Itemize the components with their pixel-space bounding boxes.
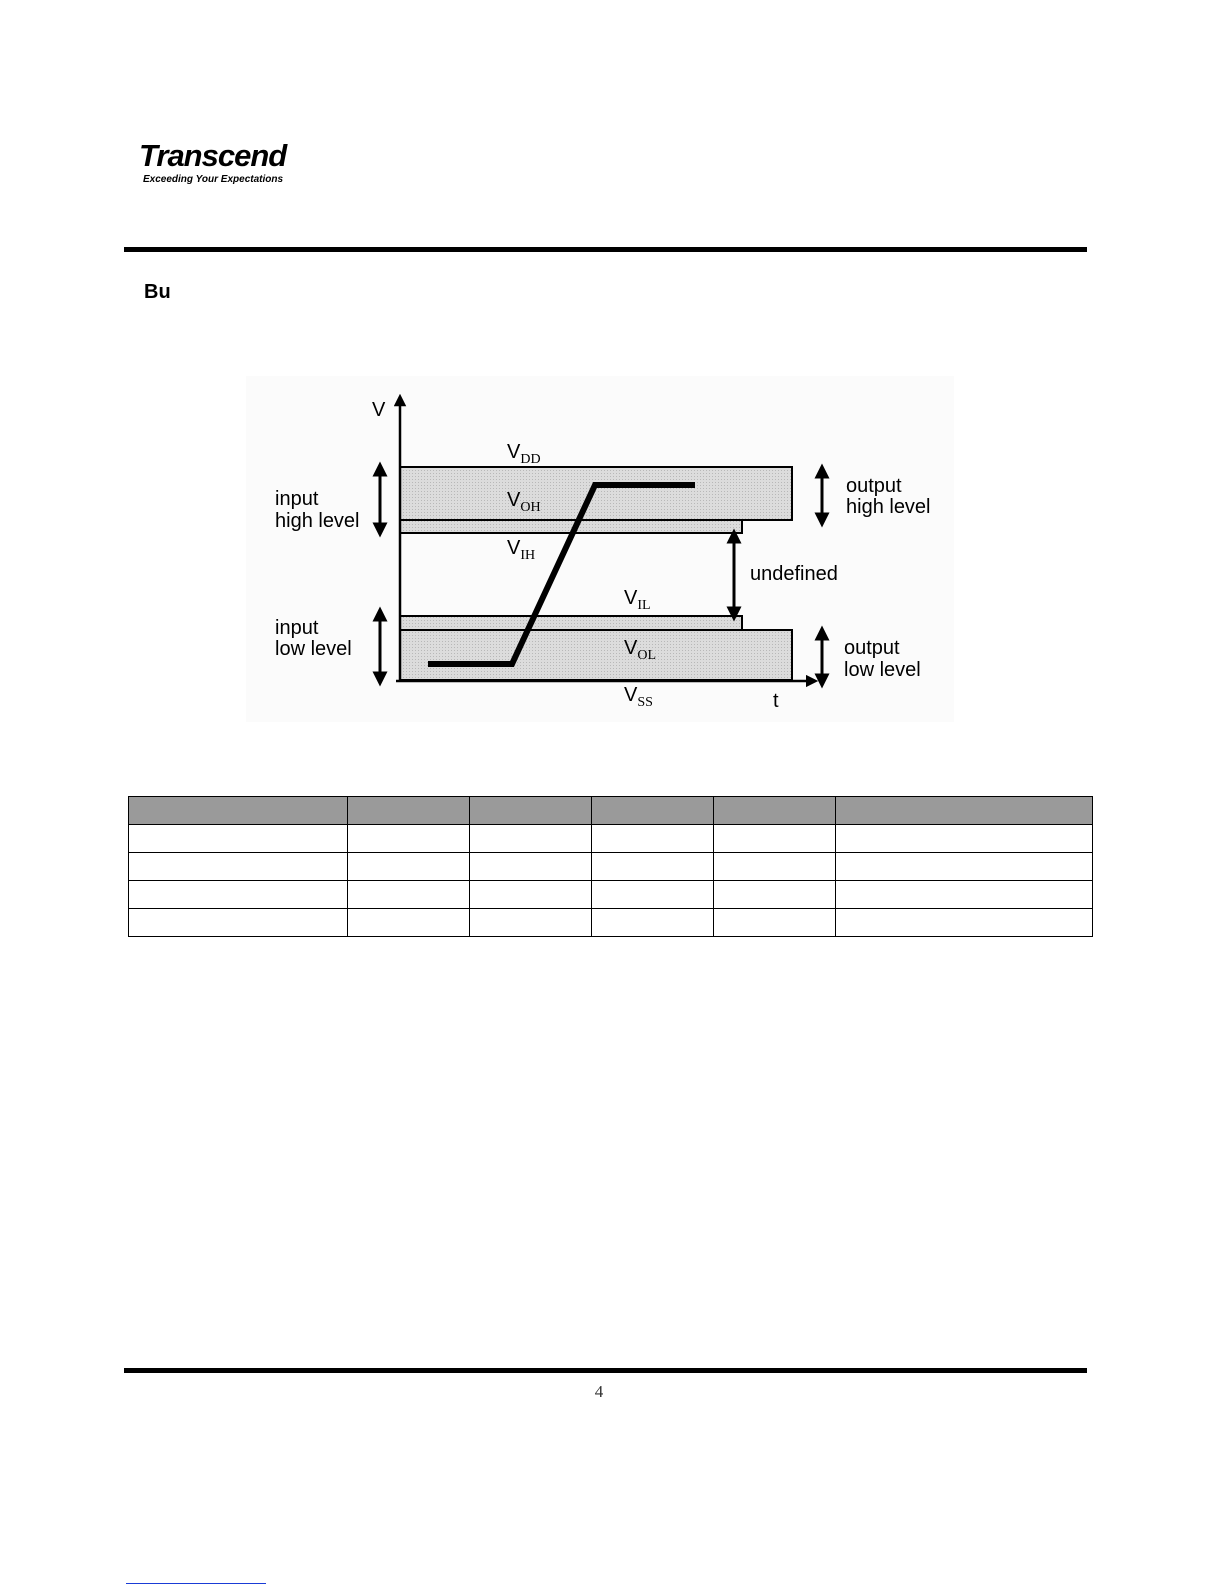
input-low-label-line2: low level bbox=[275, 638, 352, 660]
table-cell bbox=[129, 825, 348, 853]
spec-table bbox=[128, 796, 1093, 937]
table-cell bbox=[348, 881, 470, 909]
output-low-label-line1: output bbox=[844, 637, 900, 659]
table-cell bbox=[129, 881, 348, 909]
table-row bbox=[129, 825, 1093, 853]
output-low-label-line2: low level bbox=[844, 659, 921, 681]
table-cell bbox=[348, 909, 470, 937]
table-cell bbox=[714, 853, 836, 881]
vil-label: $V_{IL}$ bbox=[624, 587, 651, 613]
table-row bbox=[129, 909, 1093, 937]
table-cell bbox=[592, 909, 714, 937]
table-cell bbox=[129, 853, 348, 881]
voh-band bbox=[400, 467, 792, 520]
header-cell bbox=[348, 797, 470, 825]
table-cell bbox=[129, 909, 348, 937]
table-cell bbox=[714, 825, 836, 853]
header-cell bbox=[592, 797, 714, 825]
input-low-label-line1: input bbox=[275, 617, 319, 639]
brand-tagline: Exceeding Your Expectations bbox=[143, 174, 284, 185]
t-axis-label: t bbox=[773, 690, 779, 712]
vol-band bbox=[400, 630, 792, 680]
vdd-label: $V_{DD}$ bbox=[507, 441, 541, 467]
table-cell bbox=[348, 825, 470, 853]
table-cell bbox=[470, 909, 592, 937]
table-cell bbox=[592, 881, 714, 909]
table-cell bbox=[836, 825, 1093, 853]
table-cell bbox=[836, 909, 1093, 937]
output-high-label-line2: high level bbox=[846, 496, 931, 518]
undefined-label: undefined bbox=[750, 563, 838, 585]
header-cell bbox=[714, 797, 836, 825]
header-cell bbox=[836, 797, 1093, 825]
vol-label: $V_{OL}$ bbox=[624, 637, 657, 663]
table-cell bbox=[714, 909, 836, 937]
table-header-row bbox=[129, 797, 1093, 825]
table-cell bbox=[592, 853, 714, 881]
table-cell bbox=[470, 853, 592, 881]
brand-name: Transcend bbox=[139, 138, 287, 173]
output-high-label-line1: output bbox=[846, 475, 902, 497]
input-high-label-line2: high level bbox=[275, 510, 360, 532]
table-cell bbox=[714, 881, 836, 909]
table-row bbox=[129, 853, 1093, 881]
vih-label: $V_{IH}$ bbox=[507, 537, 536, 563]
logic-level-diagram bbox=[246, 376, 954, 722]
header-cell bbox=[470, 797, 592, 825]
input-high-label-line1: input bbox=[275, 488, 319, 510]
voh-label: $V_{OH}$ bbox=[507, 489, 541, 515]
footer-rule bbox=[124, 1368, 1087, 1373]
page-number: 4 bbox=[594, 1382, 604, 1401]
table-row bbox=[129, 881, 1093, 909]
section-heading: Bu bbox=[144, 281, 171, 303]
table-cell bbox=[470, 881, 592, 909]
v-axis-label: V bbox=[372, 399, 386, 421]
table-cell bbox=[470, 825, 592, 853]
header-cell bbox=[129, 797, 348, 825]
table-cell bbox=[348, 853, 470, 881]
header-rule bbox=[124, 247, 1087, 252]
table-cell bbox=[836, 853, 1093, 881]
transcend-logo bbox=[139, 138, 286, 186]
table-cell bbox=[836, 881, 1093, 909]
footnote-link-underline bbox=[126, 1583, 266, 1584]
vss-label: $V_{SS}$ bbox=[624, 684, 653, 710]
vil-band bbox=[400, 616, 742, 630]
table-cell bbox=[592, 825, 714, 853]
